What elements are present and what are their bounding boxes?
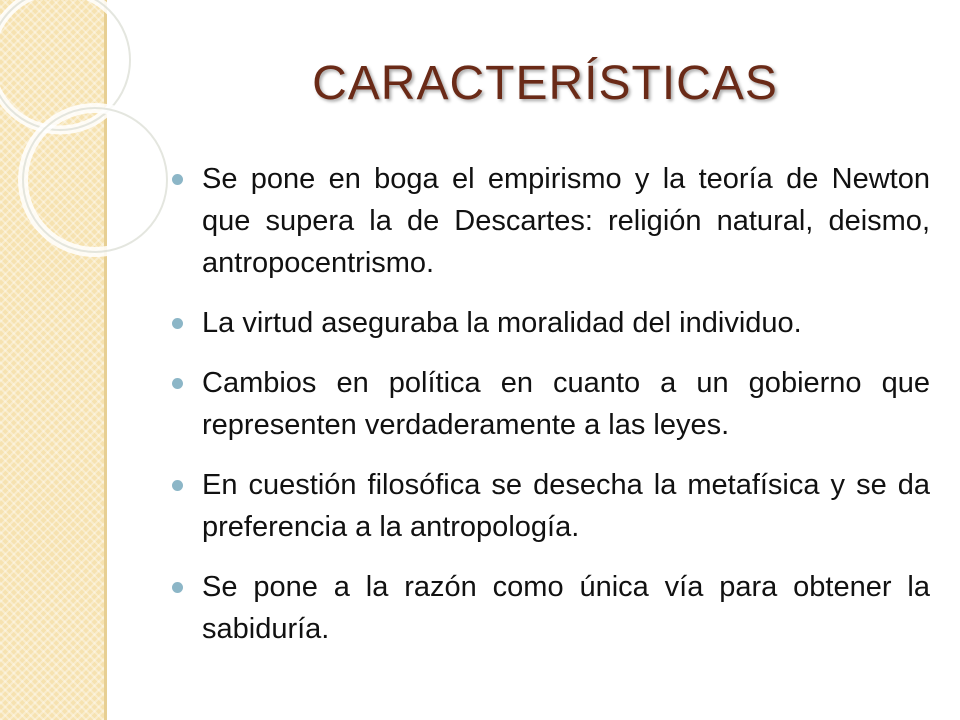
- bullet-dot-icon: [172, 582, 183, 593]
- bullet-text: En cuestión filosófica se desecha la metafísica y se da preferencia a la antropología.: [202, 469, 930, 543]
- slide-title: CARACTERÍSTICAS: [312, 57, 778, 110]
- bullet-item: [172, 362, 930, 446]
- bullet-text: Cambios en política en cuanto a un gobierno que representen verdaderamente a las leyes.: [202, 367, 930, 441]
- bullet-dot-icon: [172, 480, 183, 491]
- bullet-item: [172, 158, 930, 284]
- bullet-text: La virtud aseguraba la moralidad del individuo.: [202, 307, 802, 339]
- bullet-item: [172, 464, 930, 548]
- bullet-dot-icon: [172, 318, 183, 329]
- bullet-item: [172, 566, 930, 650]
- bullet-dot-icon: [172, 378, 183, 389]
- bullet-dot-icon: [172, 174, 183, 185]
- bullet-text: Se pone en boga el empirismo y la teoría de Newton que supera la de Descartes: religión natural, deismo, antropocentrismo.: [202, 163, 930, 279]
- bullet-item: [172, 302, 930, 344]
- bullet-list: [172, 158, 930, 668]
- bullet-text: Se pone a la razón como única vía para obtener la sabiduría.: [202, 571, 930, 645]
